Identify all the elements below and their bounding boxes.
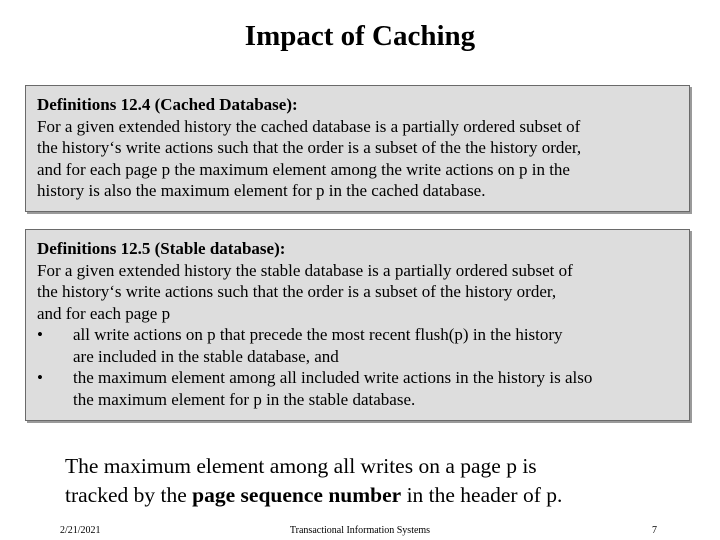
definition-heading: Definitions 12.5 (Stable database):	[37, 239, 286, 258]
bullet-line: are included in the stable database, and	[73, 346, 339, 366]
stable-database-definition-box	[25, 229, 690, 421]
definition-line: For a given extended history the cached database is a partially ordered subset of	[37, 116, 581, 136]
summary-text-after: in the header of p.	[401, 483, 563, 507]
footer-page-number: 7	[652, 525, 657, 536]
summary-text-before: tracked by the	[65, 483, 193, 507]
bullet-item	[37, 324, 679, 367]
cached-database-definition-box	[25, 85, 690, 212]
slide-title: Impact of Caching	[244, 20, 476, 52]
bullet-icon: •	[37, 368, 43, 387]
footer-date: 2/21/2021	[60, 525, 101, 536]
definition-heading: Definitions 12.4 (Cached Database):	[37, 95, 298, 114]
footer-course-title: Transactional Information Systems	[289, 525, 431, 536]
bullet-line: the maximum element among all included write actions in the history is also	[73, 368, 593, 387]
summary-emphasis: page sequence number	[192, 483, 402, 507]
definition-line: and for each page p the maximum element among the write actions on p in the	[37, 159, 570, 179]
definition-line: For a given extended history the stable database is a partially ordered subset of	[37, 260, 573, 280]
definition-line: the history‘s write actions such that the order is a subset of the the history order,	[37, 138, 582, 157]
bullet-line: the maximum element for p in the stable database.	[73, 389, 416, 409]
definition-line: the history‘s write actions such that the order is a subset of the history order,	[37, 282, 557, 301]
bullet-line: all write actions on p that precede the most recent flush(p) in the history	[73, 325, 563, 344]
definition-line: and for each page p	[37, 303, 171, 323]
bullet-text	[73, 324, 679, 367]
bullet-item	[37, 367, 679, 410]
summary-line	[65, 481, 705, 510]
bullet-text	[73, 367, 679, 410]
definition-line: history is also the maximum element for p in the cached database.	[37, 181, 486, 200]
bullet-icon: •	[37, 325, 43, 344]
summary-line: The maximum element among all writes on a page p is	[65, 454, 537, 478]
summary-text	[65, 452, 705, 510]
